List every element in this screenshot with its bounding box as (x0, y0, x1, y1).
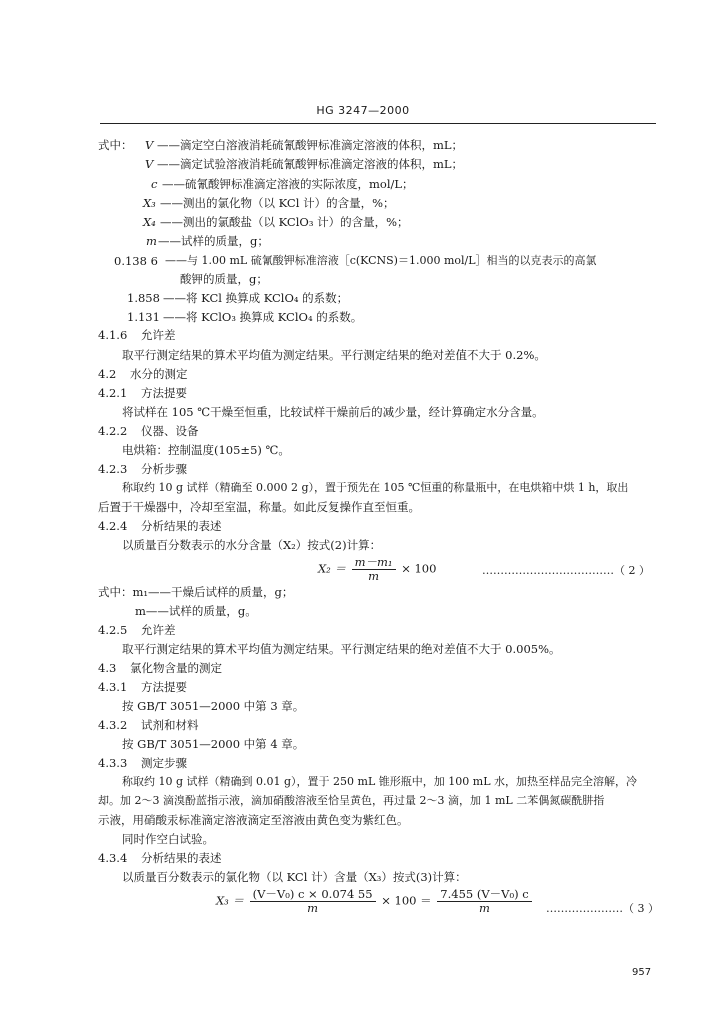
coef-1131: 1.131 (127, 310, 160, 324)
equation-3-fraction-2 (437, 888, 531, 915)
section-43-title: 氯化物含量的测定 (130, 661, 222, 675)
section-423-text-line1: 称取约 10 g 试样（精确至 0.000 2 g），置于预先在 105 ℃恒重的称量瓶中，在电烘箱中烘 1 h，取出 (122, 481, 629, 494)
var-v1-desc: ——滴定试验溶液消耗硫氰酸钾标准滴定溶液的体积，mL； (157, 157, 464, 171)
equation-2-where-m: m——试样的质量，g。 (135, 604, 257, 618)
header-rule (100, 123, 656, 124)
var-x3-desc: ——测出的氯化物（以 KCl 计）的含量，%； (160, 196, 395, 210)
section-42-number: 4.2 (98, 367, 117, 381)
section-416-number: 4.1.6 (98, 328, 128, 342)
section-432-title: 试剂和材料 (141, 718, 199, 732)
equation-3-numerator-2: 7.455 (V－V₀) c (437, 888, 531, 902)
equation-2-fraction (352, 556, 396, 583)
equation-2-numerator: m－m₁ (352, 556, 396, 570)
var-m-desc: ——试样的质量，g； (158, 234, 269, 248)
section-422-text: 电烘箱：控制温度(105±5) ℃。 (122, 443, 290, 457)
section-422-number: 4.2.2 (98, 424, 128, 438)
section-433-text-line1: 称取约 10 g 试样（精确到 0.01 g），置于 250 mL 锥形瓶中，加 100 mL 水，加热至样品完全溶解，冷 (122, 775, 637, 788)
section-433-text-line3: 示液，用硝酸汞标准滴定溶液滴定至溶液由黄色变为紫红色。 (98, 813, 409, 827)
section-422-title: 仪器、设备 (141, 424, 199, 438)
section-425-text: 取平行测定结果的算术平均值为测定结果。平行测定结果的绝对差值不大于 0.005%。 (122, 642, 561, 656)
var-c-desc: ——硫氰酸钾标准滴定溶液的实际浓度，mol/L； (162, 177, 414, 191)
var-x3-symbol: X₃ (143, 196, 156, 210)
equation-3 (216, 888, 534, 915)
section-42-title: 水分的测定 (130, 367, 188, 381)
section-416-title: 允许差 (141, 328, 176, 342)
var-c-symbol: c (151, 177, 158, 191)
section-425-number: 4.2.5 (98, 623, 128, 637)
section-421-text: 将试样在 105 ℃干燥至恒重，比较试样干燥前后的减少量，经计算确定水分含量。 (122, 405, 544, 419)
section-424-title: 分析结果的表述 (141, 519, 222, 533)
page-number: 957 (632, 967, 652, 978)
section-431-number: 4.3.1 (98, 680, 128, 694)
var-m-symbol: m (146, 234, 157, 248)
section-433-text-line4: 同时作空白试验。 (122, 832, 214, 846)
equation-3-denominator-1: m (307, 901, 319, 915)
coef-01386: 0.138 6 (114, 254, 158, 268)
equation-2 (318, 556, 436, 583)
section-423-title: 分析步骤 (141, 462, 187, 476)
section-432-text: 按 GB/T 3051—2000 中第 4 章。 (122, 737, 305, 751)
equation-3-lhs: X₃ ＝ (216, 893, 244, 908)
standard-code-header: HG 3247—2000 (316, 104, 410, 117)
coef-1858: 1.858 (127, 291, 160, 305)
equation-3-label: …………………（ 3 ） (546, 902, 659, 915)
section-433-text-line2: 却。加 2～3 滴溴酚蓝指示液，滴加硝酸溶液至恰呈黄色，再过量 2～3 滴，加 1 mL 二苯偶氮碳酰肼指 (98, 794, 605, 807)
section-423-number: 4.2.3 (98, 462, 128, 476)
coef-1131-desc: ——将 KClO₃ 换算成 KClO₄ 的系数。 (163, 310, 363, 324)
section-425-title: 允许差 (141, 623, 176, 637)
section-434-title: 分析结果的表述 (141, 851, 222, 865)
equation-2-label: ………………………………（ 2 ） (482, 564, 650, 577)
section-433-number: 4.3.3 (98, 756, 128, 770)
section-433-title: 测定步骤 (141, 756, 187, 770)
coef-01386-desc: ——与 1.00 mL 硫氰酸钾标准溶液［c(KCNS)＝1.000 mol/L］相当的以克表示的高氯 (165, 254, 597, 267)
equation-3-fraction-1 (250, 888, 376, 915)
section-431-title: 方法提要 (141, 680, 187, 694)
equation-2-denominator: m (368, 569, 380, 583)
where-intro: 式中： (98, 138, 133, 152)
equation-3-denominator-2: m (479, 901, 490, 915)
section-421-number: 4.2.1 (98, 386, 128, 400)
section-424-text: 以质量百分数表示的水分含量（X₂）按式(2)计算： (122, 538, 382, 552)
var-v-symbol: V (145, 138, 154, 152)
equation-3-middle: × 100 ＝ (381, 893, 432, 908)
var-v1-symbol: V (145, 157, 154, 171)
section-424-number: 4.2.4 (98, 519, 128, 533)
var-v-desc: ——滴定空白溶液消耗硫氰酸钾标准滴定溶液的体积，mL； (157, 138, 464, 152)
section-432-number: 4.3.2 (98, 718, 128, 732)
equation-3-numerator-1: (V－V₀) c × 0.074 55 (250, 888, 376, 902)
section-43-number: 4.3 (98, 661, 117, 675)
section-416-text: 取平行测定结果的算术平均值为测定结果。平行测定结果的绝对差值不大于 0.2%。 (122, 348, 546, 362)
equation-2-tail: × 100 (401, 561, 437, 576)
equation-2-where-m1: 式中：m₁——干燥后试样的质量，g； (98, 585, 294, 599)
var-x4-desc: ——测出的氯酸盐（以 KClO₃ 计）的含量，%； (160, 215, 409, 229)
section-434-text: 以质量百分数表示的氯化物（以 KCl 计）含量（X₃）按式(3)计算： (122, 870, 467, 884)
section-434-number: 4.3.4 (98, 851, 128, 865)
section-431-text: 按 GB/T 3051—2000 中第 3 章。 (122, 699, 305, 713)
section-423-text-line2: 后置于干燥器中，冷却至室温，称量。如此反复操作直至恒重。 (98, 500, 420, 514)
section-421-title: 方法提要 (141, 386, 187, 400)
coef-01386-desc-cont: 酸钾的质量，g； (180, 272, 268, 286)
var-x4-symbol: X₄ (143, 215, 156, 229)
coef-1858-desc: ——将 KCl 换算成 KClO₄ 的系数； (163, 291, 349, 305)
equation-2-lhs: X₂ ＝ (318, 561, 346, 576)
